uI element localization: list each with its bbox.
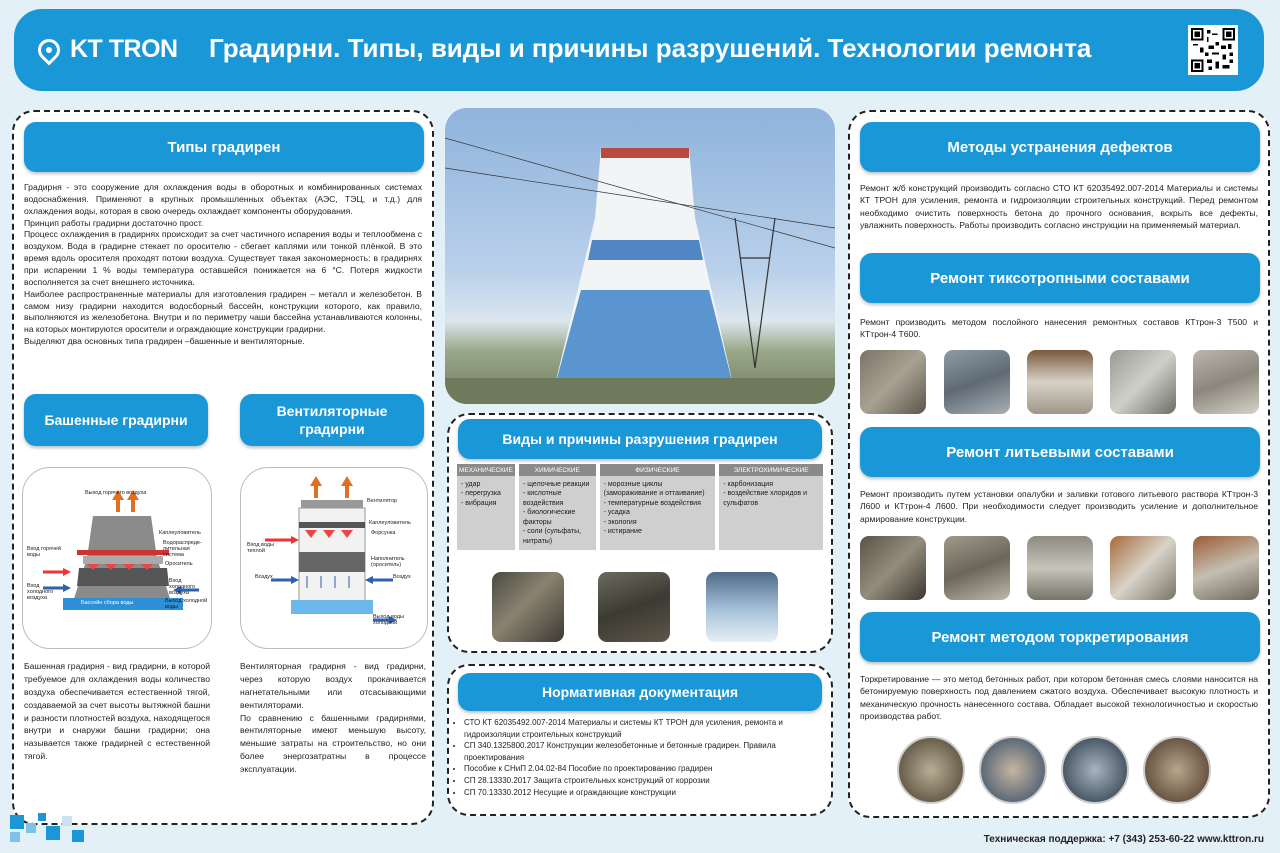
thixotropic-photo xyxy=(860,350,926,414)
damage-item: - удар xyxy=(461,481,481,488)
casting-photo xyxy=(860,536,926,600)
casting-photo xyxy=(1193,536,1259,600)
damage-column-header: МЕХАНИЧЕСКИЕ xyxy=(457,464,515,476)
tower-description: Башенная градирня - вид градирни, в которой требуемое для охлаждения воды количество воздуха обеспечивается естественной тягой, создаваемой за счет высоты вытяжной башни и разности плотностей воздуха, находящегося внутри и снаружи башни градирни; она называется также градирней с естественной тягой. xyxy=(24,661,210,762)
tower-cooling-diagram xyxy=(22,467,212,649)
diagram-label: Каплеуловитель xyxy=(369,520,411,526)
diagram-label: Ороситель xyxy=(165,561,193,567)
cooling-tower-photo xyxy=(445,108,835,404)
diagram-label: Бассейн сбора воды xyxy=(81,600,134,606)
types-paragraph: Наиболее распространенные материалы для изготовления градирен – металл и железобетон. В самом низу градирни находится водосборный бассейн, конструкции которого, как правило, выполняются из железобетона. Внутри и по периметру чаши бассейна устанавливаются колонны, на которых монтируются оросители и ограждающие конструкции градирни. xyxy=(24,288,422,335)
types-description xyxy=(24,182,422,348)
shotcrete-description: Торкретирование — это метод бетонных работ, при котором бетонная смесь слоями наносится на бетонируемую поверхность под давлением сжатого воздуха. Обеспечивает высокую плотность и механическую прочность нанесенного состава. Обладает высокой технологичностью и скоростью производства работ. xyxy=(860,674,1258,722)
fan-description xyxy=(240,660,426,776)
damage-item: - перегрузка xyxy=(461,490,501,498)
fan-type-title: Вентиляторные градирни xyxy=(240,394,424,446)
diagram-label: Водораспреде-лительная система xyxy=(163,540,202,559)
shotcrete-photo xyxy=(1061,736,1129,804)
damage-photo xyxy=(492,572,564,642)
diagram-label: Вход воды теплой xyxy=(247,542,274,555)
damage-item: - морозные циклы (замораживание и оттаивание) xyxy=(603,481,705,498)
shotcrete-photo xyxy=(1143,736,1211,804)
diagram-label: Наполнитель (ороситель) xyxy=(371,556,405,569)
diagram-label: Вход холодного воздуха xyxy=(169,578,196,597)
norm-item: • СП 340.1325800.2017 Конструкции железобетонные и бетонные градирен. Правила проектирования xyxy=(464,740,836,763)
types-paragraph: Процесс охлаждения в градирнях происходит за счет частичного испарения воды и теплообмена с воздухом. Вода в градирне стекает по оросителю - сбегает каплями или тонкой плёнкой. В это время вдоль оросителя проходят потоки воздуха. Существует такая закономерность: в градирнях при испарении 1 % воды температура оставшейся понижается на 6 °С. Потеря жидкости восполняется за счет внешнего источника. xyxy=(24,229,422,287)
shotcrete-photo xyxy=(897,736,965,804)
types-title: Типы градирен xyxy=(24,122,424,172)
norm-item: • Пособие к СНиП 2.04.02-84 Пособие по проектированию градирен xyxy=(464,763,836,775)
thixotropic-photo xyxy=(1193,350,1259,414)
logo-text: KT TRON xyxy=(70,35,178,63)
damage-item: - воздействие хлоридов и сульфатов xyxy=(723,490,807,507)
damage-item: - щелочные реакции xyxy=(522,481,590,488)
thixotropic-description: Ремонт производить методом послойного нанесения ремонтных составов КТтрон-3 Т500 и КТтрон-4 Т600. xyxy=(860,317,1258,340)
thixotropic-photo xyxy=(1027,350,1093,414)
diagram-label: Вход горячей воды xyxy=(27,546,61,559)
water-drop-icon xyxy=(33,34,64,65)
damage-column-header: ФИЗИЧЕСКИЕ xyxy=(600,464,716,476)
diagram-label: Форсунка xyxy=(371,530,396,536)
damage-title: Виды и причины разрушения градирен xyxy=(458,419,822,459)
damage-item: - усадка xyxy=(603,509,630,517)
tower-type-title: Башенные градирни xyxy=(24,394,208,446)
shotcrete-title: Ремонт методом торкретирования xyxy=(860,612,1260,662)
damage-item: - кислотные воздействия xyxy=(522,490,564,507)
norms-title: Нормативная документация xyxy=(458,673,822,711)
damage-column-cell xyxy=(600,476,716,550)
norm-item: • СП 28.13330.2017 Защита строительных конструкций от коррозии xyxy=(464,775,836,787)
damage-photo xyxy=(598,572,670,642)
qr-code-icon[interactable] xyxy=(1188,25,1238,75)
damage-photo xyxy=(706,572,778,642)
diagram-label: Выход воды холодной xyxy=(373,614,404,627)
norm-item: • СП 70.13330.2012 Несущие и ограждающие конструкции xyxy=(464,787,836,799)
types-paragraph: Принцип работы градирни достаточно прост. xyxy=(24,217,204,228)
damage-table xyxy=(453,464,827,550)
casting-photo xyxy=(944,536,1010,600)
damage-column-cell xyxy=(719,476,823,550)
casting-photo xyxy=(1027,536,1093,600)
types-paragraph: Выделяют два основных типа градирен –башенные и вентиляторные. xyxy=(24,336,305,347)
thixotropic-photo xyxy=(1110,350,1176,414)
damage-item: - биологические факторы xyxy=(522,509,576,526)
casting-description: Ремонт производить путем установки опалубки и заливки готового литьевого раствора КТтрон-3 Л600 и КТтрон-4 Л600. При необходимости следует производить усиление и дополнительное армирование конструкции. xyxy=(860,489,1258,524)
damage-item: - экология xyxy=(603,518,637,526)
damage-item: - соли (сульфаты, нитраты) xyxy=(522,528,582,545)
damage-column-cell xyxy=(519,476,596,550)
norm-item: • СТО КТ 62035492.007-2014 Материалы и системы КТ ТРОН для усиления, ремонта и гидроизоляции строительных конструкций xyxy=(464,717,836,740)
damage-column-cell xyxy=(457,476,515,550)
damage-item: - карбонизация xyxy=(723,481,774,488)
diagram-label: Воздух xyxy=(255,574,273,580)
damage-column-header: ЭЛЕКТРОХИМИЧЕСКИЕ xyxy=(719,464,823,476)
casting-title: Ремонт литьевыми составами xyxy=(860,427,1260,477)
diagram-label: Вход холодного воздуха xyxy=(27,583,54,602)
footer-support: Техническая поддержка: +7 (343) 253-60-22 www.kttron.ru xyxy=(983,834,1264,845)
fan-paragraph: По сравнению с башенными градирнями, вентиляторные имеют меньшую высоту, меньшие затраты на строительство, но они более энергозатратны в процессе эксплуатации. xyxy=(240,712,426,775)
damage-item: - температурные воздействия xyxy=(603,499,701,507)
fan-paragraph: Вентиляторная градирня - вид градирни, через которую воздух прокачивается нагнетательными или отсасывающими вентиляторами. xyxy=(240,661,426,710)
header-banner xyxy=(14,9,1264,91)
damage-item: - вибрация xyxy=(461,499,497,507)
casting-photo xyxy=(1110,536,1176,600)
shotcrete-photo xyxy=(979,736,1047,804)
types-paragraph: Градирня - это сооружение для охлаждения воды в оборотных и комбинированных системах водоснабжения. Применяют в крупных промышленных объектах (АЭС, ТЭЦ, и т.д.) для охлаждения воды, которая в свою очередь охлаждает компоненты оборудования. xyxy=(24,182,422,216)
diagram-label: Каплеуловитель xyxy=(159,530,201,536)
thixotropic-title: Ремонт тиксотропными составами xyxy=(860,253,1260,303)
damage-column-header: ХИМИЧЕСКИЕ xyxy=(519,464,596,476)
diagram-label: Выход горячего воздуха xyxy=(85,490,147,496)
fan-cooling-diagram xyxy=(240,467,428,649)
damage-item: - истирание xyxy=(603,528,642,536)
diagram-label: Выход холодной воды xyxy=(165,598,208,611)
diagram-label: Вентилятор xyxy=(367,498,398,504)
page-title: Градирни. Типы, виды и причины разрушений. Технологии ремонта xyxy=(209,33,1092,63)
brand-logo[interactable] xyxy=(38,35,178,64)
thixotropic-photo xyxy=(944,350,1010,414)
methods-description: Ремонт ж/б конструкций производить согласно СТО КТ 62035492.007-2014 Материалы и системы КТ ТРОН для усиления, ремонта и гидроизоляции строительных конструкций. Перед ремонтом необходимо очистить поверхность бетона до прочного основания, вскрыть все дефекты, увлажнить поверхность. Работы производить согласно инструкции на применяемый материал. xyxy=(860,183,1258,231)
norms-list xyxy=(452,717,836,798)
methods-title: Методы устранения дефектов xyxy=(860,122,1260,172)
diagram-label: Воздух xyxy=(393,574,411,580)
